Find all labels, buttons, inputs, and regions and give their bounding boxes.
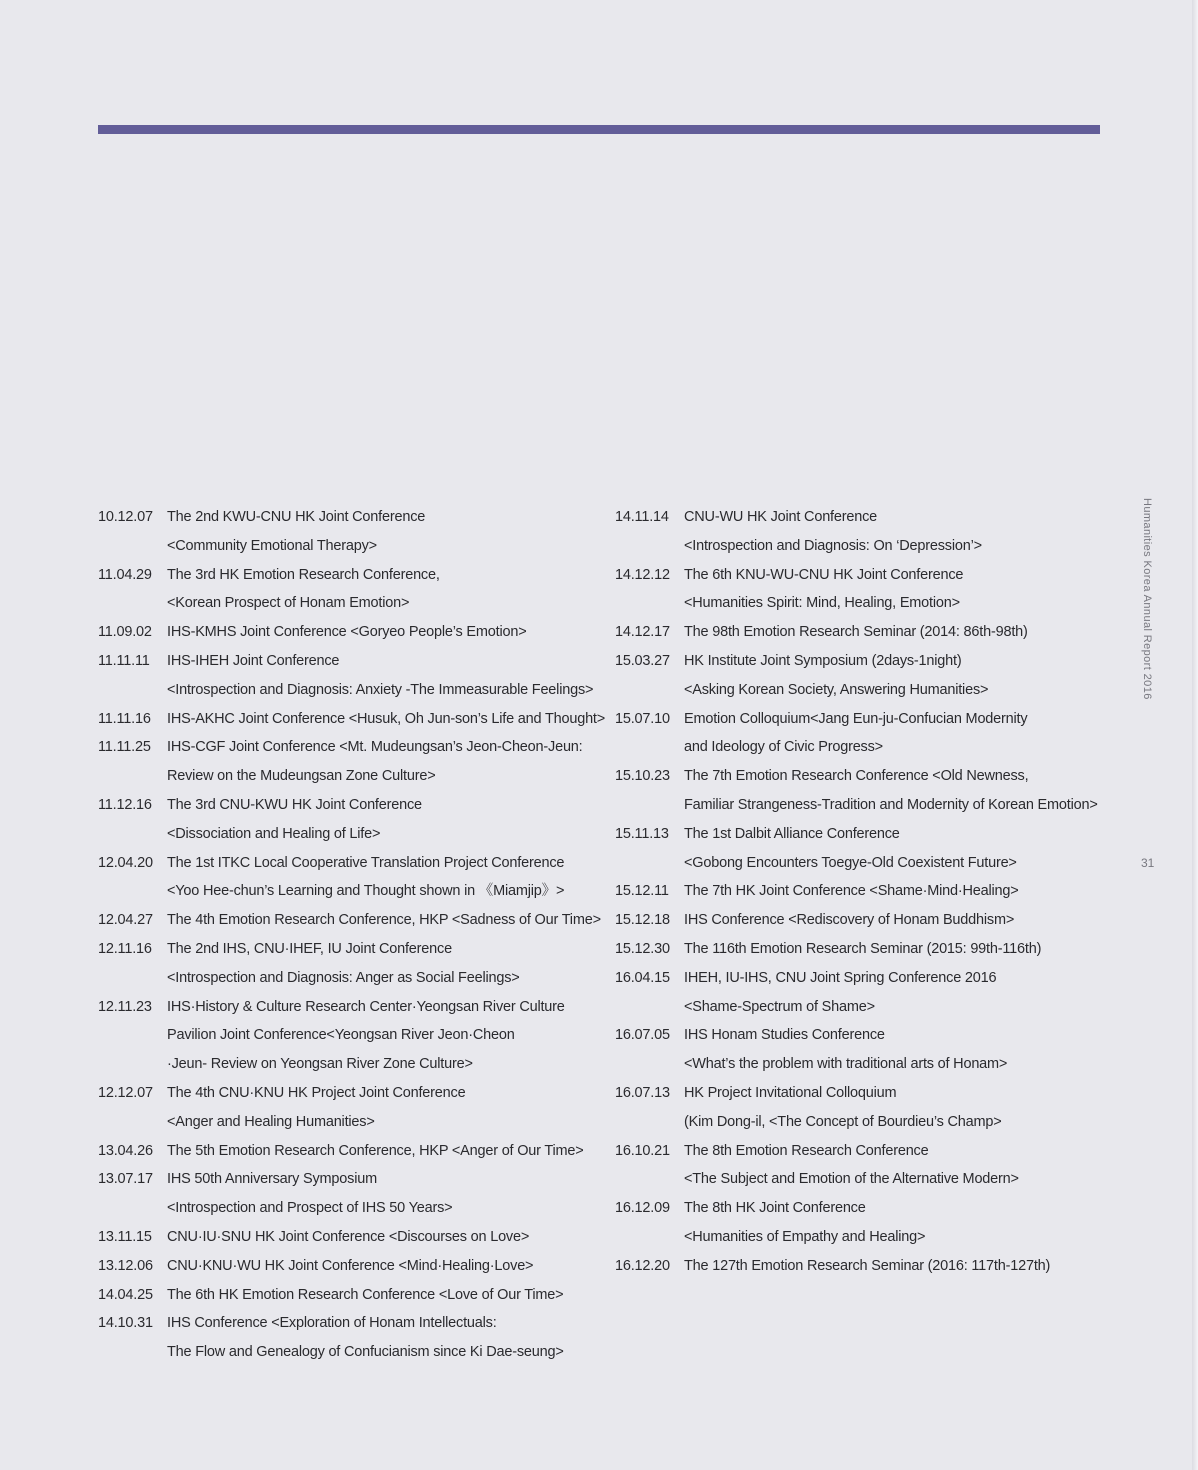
entry-date: 14.10.31: [98, 1315, 153, 1332]
entry-line: The 5th Emotion Research Conference, HKP <Anger of Our Time>: [167, 1142, 584, 1159]
entry-line: Review on the Mudeungsan Zone Culture>: [167, 768, 436, 785]
timeline-entry: [615, 935, 1105, 964]
entry-date: 10.12.07: [98, 509, 153, 525]
entry-line: The 98th Emotion Research Seminar (2014: 86th-98th): [684, 624, 1028, 641]
entry-description: [167, 647, 593, 705]
entry-description: [684, 1194, 925, 1252]
entry-date: 13.12.06: [98, 1257, 153, 1274]
timeline-entry: [98, 561, 588, 619]
entry-description: [167, 935, 520, 993]
entry-description: [684, 877, 1019, 906]
timeline-entry: [615, 1137, 1105, 1195]
timeline-entry: [98, 503, 588, 561]
entry-description: [684, 762, 1098, 820]
timeline-entry: [615, 877, 1105, 906]
entry-line: and Ideology of Civic Progress>: [684, 739, 883, 756]
entry-date: 13.07.17: [98, 1171, 153, 1188]
entry-date: 12.12.07: [98, 1084, 153, 1101]
timeline-entry: [98, 1165, 588, 1223]
entry-description: [167, 1309, 564, 1367]
entry-line: The 1st Dalbit Alliance Conference: [684, 825, 900, 842]
entry-line: (Kim Dong-il, <The Concept of Bourdieu’s Champ>: [684, 1113, 1002, 1130]
entry-date: 15.07.10: [615, 710, 670, 727]
entry-date: 11.11.25: [98, 739, 151, 756]
entry-description: [167, 561, 440, 619]
entry-line: <Dissociation and Healing of Life>: [167, 825, 381, 842]
entry-description: [167, 993, 565, 1079]
entry-date: 15.11.13: [615, 825, 669, 842]
entry-line: The 127th Emotion Research Seminar (2016: 117th-127th): [684, 1257, 1051, 1274]
entry-line: IHS-IHEH Joint Conference: [167, 652, 340, 669]
entry-line: <Asking Korean Society, Answering Humanities>: [684, 681, 989, 698]
entry-line: The 4th CNU·KNU HK Project Joint Conference: [167, 1084, 466, 1101]
entry-line: The 1st ITKC Local Cooperative Translation Project Conference: [167, 854, 565, 871]
entry-line: <The Subject and Emotion of the Alternative Modern>: [684, 1171, 1019, 1188]
timeline-entry: [615, 503, 1105, 561]
entry-line: <What’s the problem with traditional arts of Honam>: [684, 1056, 1008, 1073]
entry-line: ·Jeun- Review on Yeongsan River Zone Culture>: [167, 1056, 473, 1073]
entry-description: [684, 561, 963, 619]
entry-description: [167, 1137, 584, 1166]
entry-description: [167, 733, 583, 791]
entry-line: IHS Conference <Rediscovery of Honam Buddhism>: [684, 912, 1015, 929]
timeline-entry: [98, 906, 601, 935]
entry-line: <Introspection and Diagnosis: Anger as Social Feelings>: [167, 969, 520, 986]
entry-line: <Shame-Spectrum of Shame>: [684, 998, 875, 1015]
entry-description: [684, 964, 996, 1022]
entry-description: [167, 618, 526, 647]
timeline-entry: [98, 647, 594, 705]
timeline-entry: [98, 935, 588, 993]
page-number: 31: [1141, 856, 1155, 870]
timeline-left-column: [98, 503, 606, 1367]
entry-line: <Humanities Spirit: Mind, Healing, Emotion>: [684, 595, 960, 612]
timeline-entry: [98, 1223, 588, 1252]
entry-date: 15.12.11: [615, 883, 669, 900]
entry-line: <Introspection and Diagnosis: Anxiety -The Immeasurable Feelings>: [167, 681, 594, 698]
entry-date: 15.12.18: [615, 912, 670, 929]
entry-line: IHS·History & Culture Research Center·Yeongsan River Culture: [167, 998, 565, 1015]
entry-line: <Yoo Hee-chun’s Learning and Thought shown in 《Miamjip》>: [167, 883, 565, 900]
entry-line: The 8th Emotion Research Conference: [684, 1142, 929, 1159]
entry-line: The 2nd IHS, CNU·IHEF, IU Joint Conference: [167, 940, 452, 957]
entry-date: 16.10.21: [615, 1142, 670, 1159]
entry-line: IHS 50th Anniversary Symposium: [167, 1171, 377, 1188]
entry-line: IHS-AKHC Joint Conference <Husuk, Oh Jun-son’s Life and Thought>: [167, 710, 606, 727]
entry-line: <Introspection and Prospect of IHS 50 Years>: [167, 1200, 453, 1217]
entry-line: The 3rd CNU-KWU HK Joint Conference: [167, 796, 422, 813]
entry-line: The 2nd KWU-CNU HK Joint Conference: [167, 509, 426, 525]
entry-date: 12.04.27: [98, 912, 153, 929]
entry-line: The Flow and Genealogy of Confucianism since Ki Dae-seung>: [167, 1344, 564, 1361]
entry-line: IHEH, IU-IHS, CNU Joint Spring Conference 2016: [684, 969, 997, 986]
entry-description: [684, 647, 988, 705]
entry-date: 11.04.29: [98, 566, 152, 583]
entry-description: [684, 618, 1028, 647]
entry-description: [684, 1137, 1019, 1195]
timeline-entry: [98, 791, 588, 849]
entry-line: The 6th KNU-WU-CNU HK Joint Conference: [684, 566, 964, 583]
entry-line: Pavilion Joint Conference<Yeongsan River Jeon·Cheon: [167, 1027, 515, 1044]
entry-date: 11.11.16: [98, 710, 151, 727]
timeline-entry: [615, 1079, 1105, 1137]
timeline-entry: [98, 618, 588, 647]
entry-date: 12.11.16: [98, 940, 152, 957]
entry-date: 13.04.26: [98, 1142, 153, 1159]
entry-line: <Anger and Healing Humanities>: [167, 1113, 375, 1130]
timeline-entry: [615, 820, 1105, 878]
entry-line: The 4th Emotion Research Conference, HKP <Sadness of Our Time>: [167, 912, 601, 929]
timeline-entry: [98, 1137, 588, 1166]
entry-date: 14.12.12: [615, 566, 670, 583]
entry-description: [167, 849, 564, 907]
timeline-entry: [615, 647, 1105, 705]
entry-line: HK Institute Joint Symposium (2days-1night): [684, 652, 962, 669]
entry-date: 15.10.23: [615, 768, 670, 785]
entry-date: 12.04.20: [98, 854, 153, 871]
entry-line: Familiar Strangeness-Tradition and Modernity of Korean Emotion>: [684, 796, 1098, 813]
entry-description: [167, 705, 605, 734]
entry-description: [684, 935, 1041, 964]
timeline-entry: [98, 1281, 588, 1310]
entry-description: [167, 906, 601, 935]
entry-description: [167, 1079, 465, 1137]
entry-line: HK Project Invitational Colloquium: [684, 1084, 897, 1101]
entry-line: The 116th Emotion Research Seminar (2015: 99th-116th): [684, 940, 1042, 957]
timeline-entry: [98, 705, 606, 734]
entry-date: 13.11.15: [98, 1228, 152, 1245]
entry-line: The 6th HK Emotion Research Conference <Love of Our Time>: [167, 1286, 564, 1303]
entry-description: [684, 906, 1014, 935]
timeline-entry: [98, 733, 588, 791]
entry-line: IHS Honam Studies Conference: [684, 1027, 885, 1044]
entry-date: 14.12.17: [615, 624, 670, 641]
entry-date: 11.09.02: [98, 624, 152, 641]
entry-description: [684, 1079, 1002, 1137]
timeline-entry: [98, 993, 588, 1079]
timeline-entry: [615, 1252, 1105, 1281]
entry-line: <Korean Prospect of Honam Emotion>: [167, 595, 410, 612]
timeline-entry: [98, 1252, 588, 1281]
entry-line: CNU-WU HK Joint Conference: [684, 509, 878, 525]
timeline-entry: [615, 762, 1105, 820]
entry-date: 16.04.15: [615, 969, 670, 986]
header-accent-bar: [98, 125, 1100, 134]
entry-date: 16.07.05: [615, 1027, 670, 1044]
timeline-entry: [615, 964, 1105, 1022]
entry-description: [684, 820, 1017, 878]
timeline-entry: [615, 618, 1105, 647]
timeline-entry: [98, 1079, 588, 1137]
entry-line: IHS-CGF Joint Conference <Mt. Mudeungsan’s Jeon-Cheon-Jeun:: [167, 739, 583, 756]
entry-date: 11.12.16: [98, 796, 152, 813]
entry-line: IHS-KMHS Joint Conference <Goryeo People’s Emotion>: [167, 624, 527, 641]
entry-line: IHS Conference <Exploration of Honam Intellectuals:: [167, 1315, 497, 1332]
entry-line: The 7th HK Joint Conference <Shame·Mind·Healing>: [684, 883, 1019, 900]
entry-line: The 3rd HK Emotion Research Conference,: [167, 566, 440, 583]
entry-description: [167, 503, 425, 561]
entry-description: [167, 1281, 563, 1310]
entry-description: [684, 1021, 1007, 1079]
entry-date: 16.12.20: [615, 1257, 670, 1274]
page-fold-shadow: [1192, 0, 1198, 1470]
entry-line: CNU·KNU·WU HK Joint Conference <Mind·Healing·Love>: [167, 1257, 534, 1274]
entry-description: [684, 503, 982, 561]
timeline-entry: [615, 705, 1105, 763]
entry-line: The 8th HK Joint Conference: [684, 1200, 866, 1217]
timeline-entry: [98, 1309, 588, 1367]
entry-date: 15.12.30: [615, 940, 670, 957]
entry-description: [167, 1252, 533, 1281]
entry-description: [167, 1165, 452, 1223]
entry-line: <Gobong Encounters Toegye-Old Coexistent Future>: [684, 854, 1017, 871]
entry-line: The 7th Emotion Research Conference <Old Newness,: [684, 768, 1029, 785]
timeline-entry: [615, 1021, 1105, 1079]
entry-date: 16.12.09: [615, 1200, 670, 1217]
timeline-entry: [615, 906, 1105, 935]
entry-date: 11.11.11: [98, 652, 150, 669]
entry-date: 16.07.13: [615, 1084, 670, 1101]
timeline-entry: [615, 1194, 1105, 1252]
entry-date: 14.11.14: [615, 509, 669, 525]
entry-line: Emotion Colloquium<Jang Eun-ju-Confucian Modernity: [684, 710, 1028, 727]
entry-date: 15.03.27: [615, 652, 670, 669]
entry-description: [684, 1252, 1050, 1281]
entry-line: CNU·IU·SNU HK Joint Conference <Discourses on Love>: [167, 1228, 530, 1245]
running-title: Humanities Korea Annual Report 2016: [1141, 498, 1153, 700]
entry-description: [167, 791, 422, 849]
timeline-entry: [615, 561, 1105, 619]
entry-description: [684, 705, 1027, 763]
entry-line: <Introspection and Diagnosis: On ‘Depression’>: [684, 537, 982, 554]
entry-date: 12.11.23: [98, 998, 152, 1015]
entry-description: [167, 1223, 529, 1252]
timeline-entry: [98, 849, 588, 907]
entry-line: <Humanities of Empathy and Healing>: [684, 1228, 926, 1245]
entry-date: 14.04.25: [98, 1286, 153, 1303]
timeline-right-column: [615, 503, 1105, 1281]
entry-line: <Community Emotional Therapy>: [167, 537, 377, 554]
